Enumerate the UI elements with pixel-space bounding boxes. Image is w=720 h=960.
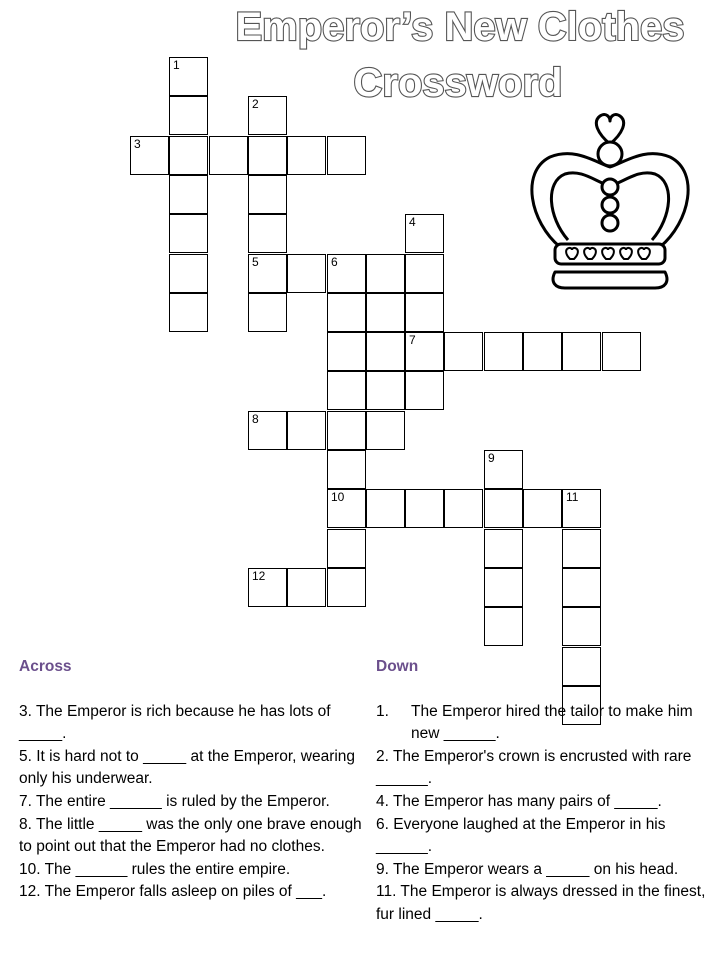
grid-cell[interactable] [248, 175, 287, 214]
grid-cell[interactable] [366, 254, 405, 293]
grid-cell[interactable] [405, 332, 444, 371]
grid-cell[interactable] [130, 136, 169, 175]
across-clue-12: 12. The Emperor falls asleep on piles of ___. [19, 883, 327, 901]
grid-cell[interactable] [248, 568, 287, 607]
across-clue-5: 5. It is hard not to _____ at the Emperor, wearing only his underwear. [19, 747, 356, 788]
clue-number: 3 [134, 137, 141, 151]
clue-number: 6 [331, 255, 338, 269]
grid-cell[interactable] [484, 332, 523, 371]
grid-cell[interactable] [444, 332, 483, 371]
grid-cell[interactable] [248, 214, 287, 253]
grid-cell[interactable] [327, 254, 366, 293]
grid-cell[interactable] [405, 293, 444, 332]
down-clue-6: 6. Everyone laughed at the Emperor in his ______. [376, 815, 666, 856]
down-clue-1 [376, 701, 711, 746]
grid-cell[interactable] [366, 489, 405, 528]
grid-cell[interactable] [602, 332, 641, 371]
clue-number: 12 [252, 569, 266, 583]
clue-number: 10 [331, 490, 345, 504]
grid-cell[interactable] [287, 411, 326, 450]
grid-cell[interactable] [169, 254, 208, 293]
grid-cell[interactable] [562, 529, 601, 568]
grid-cell[interactable] [248, 293, 287, 332]
grid-cell[interactable] [248, 96, 287, 135]
grid-cell[interactable] [169, 96, 208, 135]
grid-cell[interactable] [444, 489, 483, 528]
grid-cell[interactable] [248, 411, 287, 450]
grid-cell[interactable] [287, 254, 326, 293]
grid-cell[interactable] [169, 214, 208, 253]
grid-cell[interactable] [327, 332, 366, 371]
grid-cell[interactable] [327, 568, 366, 607]
grid-cell[interactable] [562, 489, 601, 528]
across-clue-10: 10. The ______ rules the entire empire. [19, 860, 291, 878]
down-heading: Down [376, 658, 419, 675]
grid-cell[interactable] [327, 529, 366, 568]
grid-cell[interactable] [169, 175, 208, 214]
grid-cell[interactable] [405, 371, 444, 410]
clue-number: 7 [409, 333, 416, 347]
crown-icon [520, 112, 700, 302]
grid-cell[interactable] [366, 293, 405, 332]
across-clues [19, 656, 364, 904]
grid-cell[interactable] [484, 529, 523, 568]
clue-number: 8 [252, 412, 259, 426]
grid-cell[interactable] [405, 489, 444, 528]
clue-number: 9 [488, 451, 495, 465]
down-clue-4: 4. The Emperor has many pairs of _____. [376, 792, 662, 810]
across-clue-8: 8. The little _____ was the only one brave enough to point out that the Emperor had no clothes. [19, 815, 362, 856]
clue-number: 1 [173, 58, 180, 72]
grid-cell[interactable] [523, 489, 562, 528]
grid-cell[interactable] [169, 57, 208, 96]
down-clue-1-number: 1. [376, 702, 389, 720]
grid-cell[interactable] [327, 411, 366, 450]
grid-cell[interactable] [366, 371, 405, 410]
grid-cell[interactable] [405, 254, 444, 293]
title-line-1: Emperor’s New Clothes [235, 5, 685, 49]
clue-number: 4 [409, 215, 416, 229]
grid-cell[interactable] [366, 411, 405, 450]
down-clue-2: 2. The Emperor's crown is encrusted with rare ______. [376, 747, 692, 788]
grid-cell[interactable] [248, 136, 287, 175]
grid-cell[interactable] [405, 214, 444, 253]
grid-cell[interactable] [484, 568, 523, 607]
across-heading: Across [19, 658, 72, 675]
grid-cell[interactable] [327, 489, 366, 528]
down-clue-9: 9. The Emperor wears a _____ on his head. [376, 860, 679, 878]
across-clue-3: 3. The Emperor is rich because he has lots of _____. [19, 702, 331, 743]
down-clues [376, 656, 711, 927]
title-line-2: Crossword [353, 61, 563, 105]
grid-cell[interactable] [562, 568, 601, 607]
grid-cell[interactable] [327, 371, 366, 410]
clue-number: 2 [252, 97, 259, 111]
clue-number: 11 [566, 490, 579, 504]
grid-cell[interactable] [169, 293, 208, 332]
grid-cell[interactable] [484, 489, 523, 528]
grid-cell[interactable] [287, 136, 326, 175]
grid-cell[interactable] [287, 568, 326, 607]
grid-cell[interactable] [327, 450, 366, 489]
grid-cell[interactable] [327, 136, 366, 175]
grid-cell[interactable] [169, 136, 208, 175]
down-clue-11: 11. The Emperor is always dressed in the finest, fur lined _____. [376, 883, 706, 923]
grid-cell[interactable] [248, 254, 287, 293]
grid-cell[interactable] [327, 293, 366, 332]
grid-cell[interactable] [484, 450, 523, 489]
grid-cell[interactable] [562, 332, 601, 371]
across-clue-7: 7. The entire ______ is ruled by the Emperor. [19, 792, 330, 810]
grid-cell[interactable] [562, 607, 601, 646]
grid-cell[interactable] [523, 332, 562, 371]
clue-number: 5 [252, 255, 259, 269]
grid-cell[interactable] [484, 607, 523, 646]
grid-cell[interactable] [209, 136, 248, 175]
grid-cell[interactable] [366, 332, 405, 371]
down-clue-1-text: The Emperor hired the tailor to make him new ______. [411, 702, 693, 743]
